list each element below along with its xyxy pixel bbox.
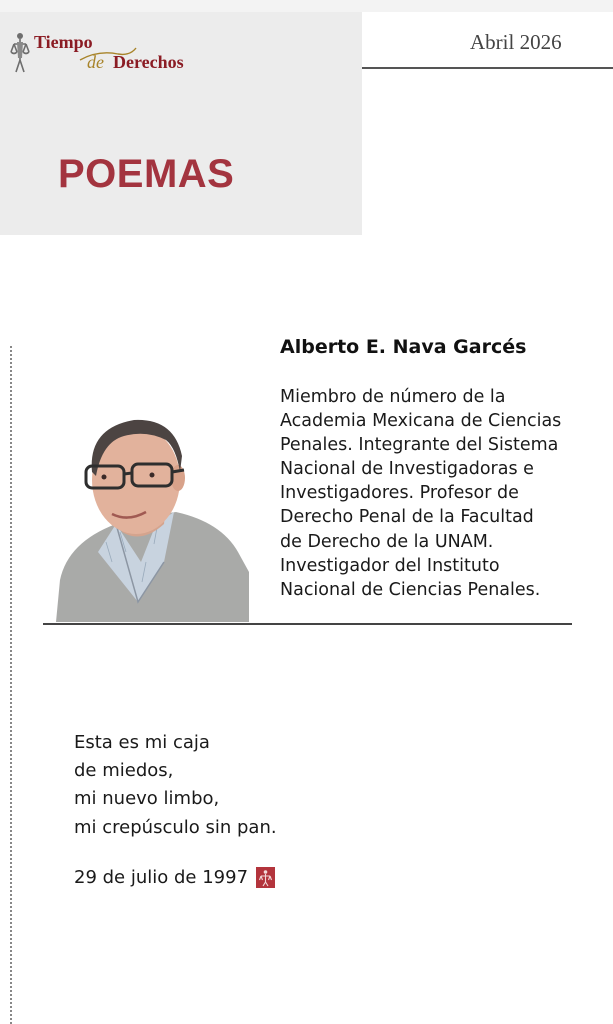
dotted-margin-rule: [10, 346, 12, 1024]
issue-date: Abril 2026: [470, 30, 562, 54]
author-divider: [43, 623, 572, 625]
bio-line: Nacional de Ciencias Penales.: [280, 579, 541, 600]
logo-word-tiempo: Tiempo: [34, 32, 93, 52]
bio-line: Penales. Integrante del Sistema: [280, 435, 559, 456]
bio-line: Derecho Penal de la Facultad: [280, 507, 534, 528]
author-name: Alberto E. Nava Garcés: [280, 336, 527, 358]
poem-line: de miedos,: [74, 760, 174, 782]
bio-line: de Derecho de la UNAM.: [280, 531, 494, 552]
author-bio: [280, 385, 580, 602]
author-photo: [46, 412, 249, 622]
poem-line: Esta es mi caja: [74, 732, 210, 753]
poem-date: 29 de julio de 1997: [74, 867, 249, 888]
site-logo[interactable]: [8, 30, 208, 78]
bio-line: Nacional de Investigadoras e: [280, 459, 534, 480]
date-divider: [362, 67, 613, 69]
poem-date-line: [74, 867, 275, 888]
section-title: POEMAS: [58, 152, 235, 196]
logo-word-de: de: [87, 52, 104, 72]
bio-line: Investigador del Instituto: [280, 555, 500, 576]
logo-word-derechos: Derechos: [113, 52, 184, 72]
bio-line: Miembro de número de la: [280, 387, 506, 407]
poem-line: mi crepúsculo sin pan.: [74, 816, 277, 838]
bio-line: Investigadores. Profesor de: [280, 483, 519, 504]
end-of-text-emblem-icon: [256, 867, 275, 888]
poem-line: mi nuevo limbo,: [74, 788, 220, 810]
scales-of-justice-figure-icon: [8, 30, 32, 74]
bio-line: Academia Mexicana de Ciencias: [280, 411, 562, 432]
poem-body: [74, 729, 277, 842]
top-strip: [0, 0, 613, 12]
